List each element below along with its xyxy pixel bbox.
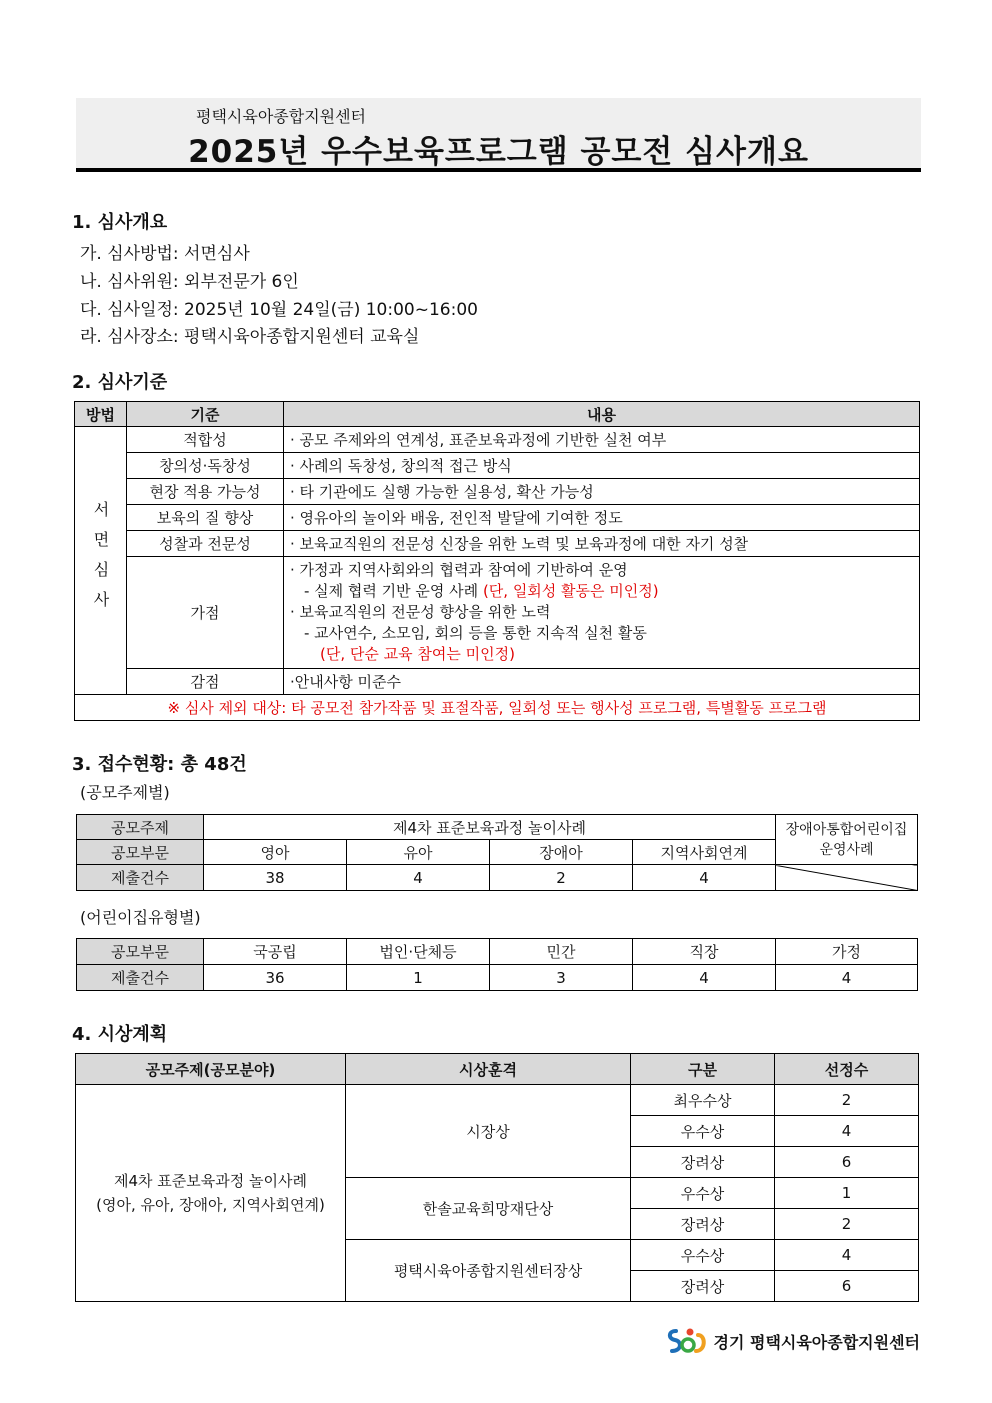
type-cell: 직장 bbox=[633, 939, 776, 965]
bonus-line: - 교사연수, 소모임, 회의 등을 통한 지속적 실천 활동 bbox=[304, 624, 647, 642]
header-division: 구분 bbox=[631, 1054, 775, 1085]
type-cell: 법인·단체등 bbox=[347, 939, 490, 965]
type-cell: 민간 bbox=[490, 939, 633, 965]
bonus-exception-note: (단, 일회성 활동은 미인정) bbox=[482, 582, 659, 600]
header-content: 내용 bbox=[284, 402, 920, 427]
count-cell: 3 bbox=[490, 965, 633, 991]
bonus-content-cell bbox=[284, 557, 920, 669]
division-cell: 최우수상 bbox=[631, 1085, 775, 1116]
header-selection-count: 선정수 bbox=[775, 1054, 919, 1085]
category-cell: 영아 bbox=[204, 840, 347, 865]
row-label: 제출건수 bbox=[77, 865, 204, 891]
selection-count-cell: 6 bbox=[775, 1147, 919, 1178]
section1-title: 1. 심사개요 bbox=[72, 212, 168, 233]
section1-item: 나. 심사위원: 외부전문가 6인 bbox=[80, 272, 299, 292]
exclusion-note: ※ 심사 제외 대상: 타 공모전 참가작품 및 표절작품, 일회성 또는 행사성 프로그램, 특별활동 프로그램 bbox=[75, 695, 920, 721]
type-count-table bbox=[76, 938, 918, 991]
section4-title: 4. 시상계획 bbox=[72, 1024, 168, 1045]
subsection-label: (공모주제별) bbox=[80, 783, 170, 802]
award-theme-line: 제4차 표준보육과정 놀이사례 bbox=[114, 1172, 307, 1190]
count-cell: 2 bbox=[490, 865, 633, 891]
count-cell: 1 bbox=[347, 965, 490, 991]
selection-count-cell: 4 bbox=[775, 1116, 919, 1147]
header-theme: 공모주제(공모분야) bbox=[76, 1054, 346, 1085]
bonus-line: · 보육교직원의 전문성 향상을 위한 노력 bbox=[290, 603, 551, 621]
header-criterion: 기준 bbox=[127, 402, 284, 427]
category-cell: 장애아 bbox=[490, 840, 633, 865]
row-label: 공모주제 bbox=[77, 815, 204, 840]
division-cell: 장려상 bbox=[631, 1209, 775, 1240]
content-cell: · 보육교직원의 전문성 신장을 위한 노력 및 보육과정에 대한 자기 성찰 bbox=[284, 531, 920, 557]
section2-title: 2. 심사기준 bbox=[72, 372, 168, 393]
count-cell: 4 bbox=[347, 865, 490, 891]
content-cell: · 사례의 독창성, 창의적 접근 방식 bbox=[284, 453, 920, 479]
content-cell: · 영유아의 놀이와 배움, 전인적 발달에 기여한 정도 bbox=[284, 505, 920, 531]
award-plan-table bbox=[75, 1053, 919, 1302]
section3-title: 3. 접수현황: 총 48건 bbox=[72, 754, 247, 775]
bonus-line: · 가정과 지역사회와의 협력과 참여에 기반하여 운영 bbox=[290, 561, 628, 579]
selection-count-cell: 2 bbox=[775, 1209, 919, 1240]
selection-count-cell: 2 bbox=[775, 1085, 919, 1116]
division-cell: 장려상 bbox=[631, 1271, 775, 1302]
division-cell: 우수상 bbox=[631, 1178, 775, 1209]
criterion-cell: 성찰과 전문성 bbox=[127, 531, 284, 557]
type-cell: 국공립 bbox=[204, 939, 347, 965]
award-name-cell: 시장상 bbox=[346, 1085, 631, 1178]
document-header bbox=[76, 98, 921, 172]
content-cell: · 공모 주제와의 연계성, 표준보육과정에 기반한 실천 여부 bbox=[284, 427, 920, 453]
row-label: 제출건수 bbox=[77, 965, 204, 991]
method-cell: 서면심사 bbox=[75, 427, 127, 695]
content-cell: ·안내사항 미준수 bbox=[284, 669, 920, 695]
footer-text: 경기 평택시육아종합지원센터 bbox=[713, 1332, 920, 1352]
division-cell: 장려상 bbox=[631, 1147, 775, 1178]
content-cell: · 타 기관에도 실행 가능한 실용성, 확산 가능성 bbox=[284, 479, 920, 505]
theme-cell: 제4차 표준보육과정 놀이사례 bbox=[204, 815, 776, 840]
bonus-line-text: - 실제 협력 기반 운영 사례 bbox=[304, 582, 483, 600]
header-award: 시상훈격 bbox=[346, 1054, 631, 1085]
count-cell: 36 bbox=[204, 965, 347, 991]
type-cell: 가정 bbox=[776, 939, 918, 965]
section1-item: 다. 심사일정: 2025년 10월 24일(금) 10:00~16:00 bbox=[80, 300, 478, 320]
division-cell: 우수상 bbox=[631, 1240, 775, 1271]
theme-count-table bbox=[76, 814, 918, 891]
category-cell: 지역사회연계 bbox=[633, 840, 776, 865]
selection-count-cell: 1 bbox=[775, 1178, 919, 1209]
criteria-table bbox=[74, 401, 920, 721]
award-theme-line: (영아, 유아, 장애아, 지역사회연계) bbox=[96, 1196, 325, 1214]
award-name-cell: 한솔교육희망재단상 bbox=[346, 1178, 631, 1240]
criterion-cell: 현장 적용 가능성 bbox=[127, 479, 284, 505]
section1-item: 가. 심사방법: 서면심사 bbox=[80, 244, 250, 264]
count-cell: 38 bbox=[204, 865, 347, 891]
row-label: 공모부문 bbox=[77, 840, 204, 865]
selection-count-cell: 4 bbox=[775, 1240, 919, 1271]
criterion-cell: 보육의 질 향상 bbox=[127, 505, 284, 531]
section1-item: 라. 심사장소: 평택시육아종합지원센터 교육실 bbox=[80, 327, 420, 347]
count-cell: 4 bbox=[633, 865, 776, 891]
criterion-cell: 적합성 bbox=[127, 427, 284, 453]
count-cell: 4 bbox=[776, 965, 918, 991]
award-name-cell: 평택시육아종합지원센터장상 bbox=[346, 1240, 631, 1302]
criterion-cell: 가점 bbox=[127, 557, 284, 669]
criterion-cell: 창의성·독창성 bbox=[127, 453, 284, 479]
selection-count-cell: 6 bbox=[775, 1271, 919, 1302]
division-cell: 우수상 bbox=[631, 1116, 775, 1147]
row-label: 공모부문 bbox=[77, 939, 204, 965]
center-logo-icon bbox=[666, 1325, 710, 1357]
header-org: 평택시육아종합지원센터 bbox=[196, 107, 367, 126]
bonus-exception-note: (단, 단순 교육 참여는 미인정) bbox=[320, 645, 515, 663]
special-theme-cell: 장애아통합어린이집 운영사례 bbox=[776, 815, 918, 865]
bonus-line bbox=[290, 581, 919, 602]
footer bbox=[666, 1325, 921, 1357]
award-theme-cell bbox=[76, 1085, 346, 1302]
subsection-label: (어린이집유형별) bbox=[80, 908, 201, 927]
header-method: 방법 bbox=[75, 402, 127, 427]
page-title: 2025년 우수보육프로그램 공모전 심사개요 bbox=[188, 134, 809, 170]
diagonal-empty-cell bbox=[776, 865, 918, 891]
category-cell: 유아 bbox=[347, 840, 490, 865]
count-cell: 4 bbox=[633, 965, 776, 991]
criterion-cell: 감점 bbox=[127, 669, 284, 695]
